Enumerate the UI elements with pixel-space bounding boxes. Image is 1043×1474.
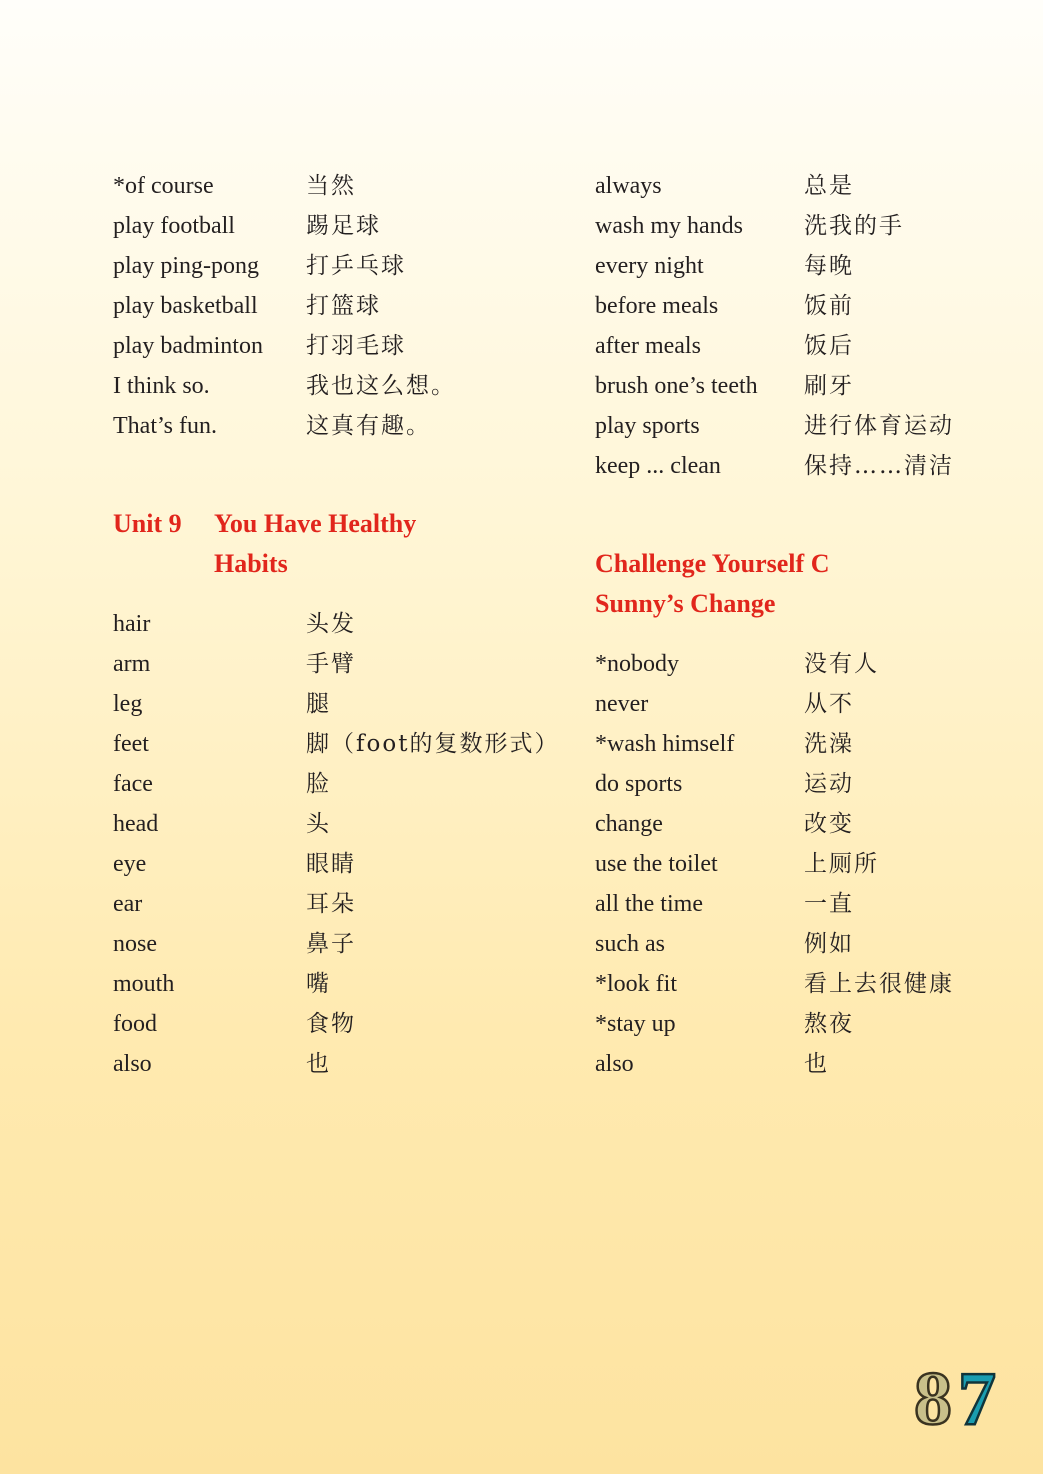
page-number-digit-8: 8 — [914, 1358, 952, 1430]
chinese-meaning: 刷牙 — [804, 373, 854, 399]
english-term: *of course — [113, 173, 214, 199]
english-term: *nobody — [595, 651, 679, 677]
english-term: feet — [113, 731, 149, 757]
vocab-row — [595, 644, 1025, 684]
unit-title-line: Habits — [214, 549, 288, 578]
chinese-meaning: 熬夜 — [804, 1011, 854, 1037]
chinese-meaning: 一直 — [804, 891, 854, 917]
chinese-meaning: 也 — [306, 1051, 331, 1077]
english-term: food — [113, 1011, 157, 1037]
english-term: play ping-pong — [113, 253, 259, 279]
vocab-row — [595, 724, 1025, 764]
english-term: play football — [113, 213, 235, 239]
vocab-row — [113, 804, 583, 844]
english-term: ear — [113, 891, 143, 917]
challenge-heading — [595, 544, 1025, 624]
page-number-graphic — [912, 1358, 1012, 1430]
vocab-row — [113, 246, 583, 286]
english-term: *wash himself — [595, 731, 735, 757]
english-term: *stay up — [595, 1011, 676, 1037]
chinese-meaning: 进行体育运动 — [804, 413, 954, 439]
challenge-subtitle: Sunny’s Change — [595, 589, 776, 618]
english-term: also — [113, 1051, 152, 1077]
chinese-meaning: 运动 — [804, 771, 854, 797]
chinese-meaning: 也 — [804, 1051, 829, 1077]
chinese-meaning: 看上去很健康 — [804, 971, 954, 997]
english-term: play badminton — [113, 333, 263, 359]
chinese-meaning: 嘴 — [306, 971, 331, 997]
right-column — [595, 166, 1025, 1084]
chinese-meaning: 打乒乓球 — [306, 253, 406, 279]
vocab-row — [595, 884, 1025, 924]
chinese-meaning: 洗我的手 — [804, 213, 904, 239]
vocab-row — [595, 326, 1025, 366]
chinese-meaning: 每晚 — [804, 253, 854, 279]
vocab-row — [595, 964, 1025, 1004]
chinese-meaning: 头发 — [306, 611, 356, 637]
vocab-row — [113, 366, 583, 406]
english-term: after meals — [595, 333, 701, 359]
vocab-row — [113, 884, 583, 924]
vocab-row — [113, 206, 583, 246]
chinese-meaning: 踢足球 — [306, 213, 381, 239]
english-term: mouth — [113, 971, 175, 997]
vocab-row — [113, 964, 583, 1004]
english-term: change — [595, 811, 663, 837]
chinese-meaning: 食物 — [306, 1011, 356, 1037]
vocab-row — [113, 724, 583, 764]
english-term: hair — [113, 611, 151, 637]
english-term: wash my hands — [595, 213, 743, 239]
vocab-row — [113, 1044, 583, 1084]
vocab-row — [113, 406, 583, 446]
english-term: always — [595, 173, 662, 199]
english-term: *look fit — [595, 971, 677, 997]
vocab-row — [595, 924, 1025, 964]
chinese-meaning: 打篮球 — [306, 293, 381, 319]
vocab-row — [595, 206, 1025, 246]
chinese-meaning: 耳朵 — [306, 891, 356, 917]
chinese-meaning: 这真有趣。 — [306, 413, 431, 439]
vocab-row — [595, 166, 1025, 206]
vocab-list-continued — [113, 166, 583, 446]
vocab-row — [113, 286, 583, 326]
english-term: every night — [595, 253, 704, 279]
vocab-row — [113, 166, 583, 206]
chinese-meaning: 打羽毛球 — [306, 333, 406, 359]
english-term: such as — [595, 931, 665, 957]
vocab-row — [113, 1004, 583, 1044]
vocab-row — [595, 1004, 1025, 1044]
english-term: leg — [113, 691, 143, 717]
vocab-list-unit9 — [113, 604, 583, 1084]
english-term: keep ... clean — [595, 453, 721, 479]
chinese-meaning: 脸 — [306, 771, 331, 797]
chinese-meaning: 腿 — [306, 691, 331, 717]
chinese-meaning: 饭前 — [804, 293, 854, 319]
vocab-list-challenge — [595, 644, 1025, 1084]
chinese-meaning: 脚（foot的复数形式） — [306, 731, 560, 757]
unit-heading — [113, 504, 583, 584]
english-term: arm — [113, 651, 151, 677]
english-term: before meals — [595, 293, 719, 319]
chinese-meaning: 没有人 — [804, 651, 879, 677]
chinese-meaning: 头 — [306, 811, 331, 837]
vocab-row — [595, 406, 1025, 446]
chinese-meaning: 当然 — [306, 173, 356, 199]
chinese-meaning: 饭后 — [804, 333, 854, 359]
english-term: face — [113, 771, 153, 797]
chinese-meaning: 总是 — [804, 173, 854, 199]
page-number-digit-7: 7 — [958, 1358, 996, 1430]
chinese-meaning: 眼睛 — [306, 851, 356, 877]
vocab-row — [113, 644, 583, 684]
vocab-row — [595, 366, 1025, 406]
unit-title — [214, 504, 514, 584]
chinese-meaning: 上厕所 — [804, 851, 879, 877]
vocab-list-continued — [595, 166, 1025, 486]
chinese-meaning: 从不 — [804, 691, 854, 717]
english-term: eye — [113, 851, 147, 877]
english-term: brush one’s teeth — [595, 373, 758, 399]
chinese-meaning: 我也这么想。 — [306, 373, 456, 399]
english-term: I think so. — [113, 373, 210, 399]
english-term: do sports — [595, 771, 683, 797]
english-term: play sports — [595, 413, 700, 439]
challenge-title: Challenge Yourself C — [595, 549, 830, 578]
chinese-meaning: 例如 — [804, 931, 854, 957]
unit-label: Unit 9 — [113, 509, 182, 538]
vocab-row — [595, 804, 1025, 844]
chinese-meaning: 改变 — [804, 811, 854, 837]
english-term: That’s fun. — [113, 413, 217, 439]
english-term: never — [595, 691, 649, 717]
english-term: all the time — [595, 891, 703, 917]
vocab-row — [113, 844, 583, 884]
english-term: nose — [113, 931, 157, 957]
left-column — [113, 166, 583, 1084]
vocab-row — [113, 604, 583, 644]
chinese-meaning: 手臂 — [306, 651, 356, 677]
vocab-row — [595, 446, 1025, 486]
english-term: play basketball — [113, 293, 258, 319]
vocab-row — [113, 326, 583, 366]
vocab-row — [595, 286, 1025, 326]
vocab-row — [595, 1044, 1025, 1084]
vocab-row — [595, 844, 1025, 884]
english-term: also — [595, 1051, 634, 1077]
vocab-row — [595, 764, 1025, 804]
english-term: head — [113, 811, 159, 837]
unit-title-line: You Have Healthy — [214, 509, 417, 538]
vocab-row — [113, 924, 583, 964]
vocab-row — [113, 764, 583, 804]
chinese-meaning: 洗澡 — [804, 731, 854, 757]
chinese-meaning: 保持……清洁 — [804, 453, 954, 479]
chinese-meaning: 鼻子 — [306, 931, 356, 957]
vocab-row — [113, 684, 583, 724]
vocab-row — [595, 684, 1025, 724]
english-term: use the toilet — [595, 851, 718, 877]
page-number — [912, 1358, 1012, 1430]
vocab-row — [595, 246, 1025, 286]
